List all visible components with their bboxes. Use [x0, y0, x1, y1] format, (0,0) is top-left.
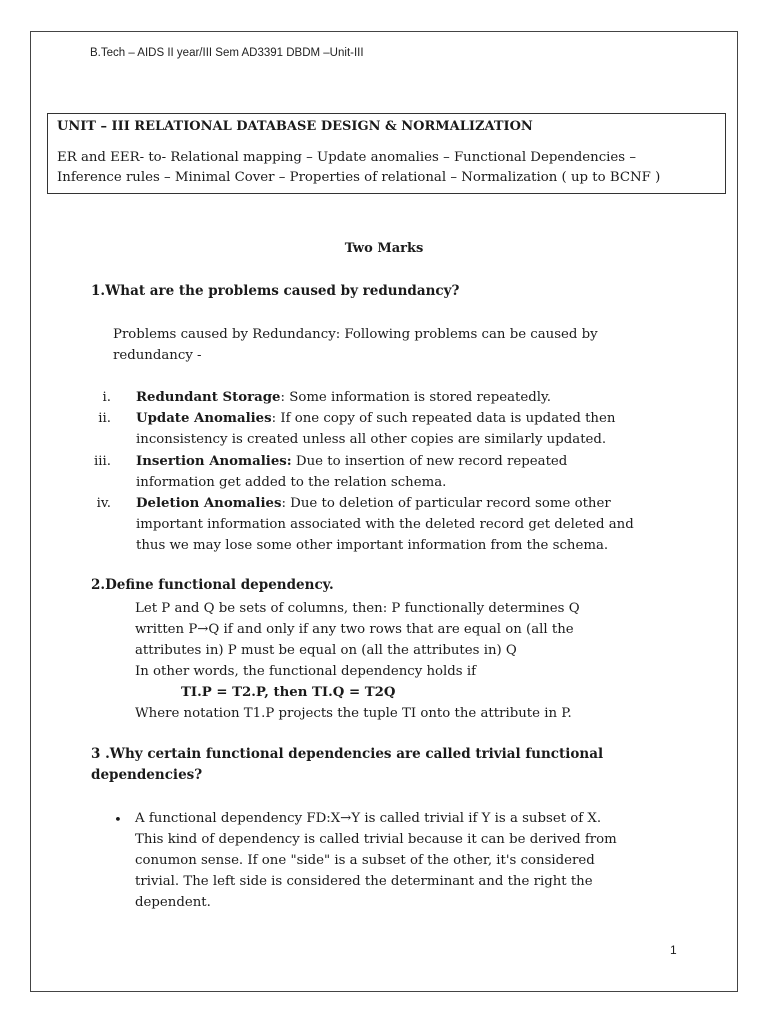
- list-item-term: Update Anomalies: [136, 411, 272, 426]
- question-2: 2.Define functional dependency.: [91, 577, 334, 593]
- list-item-text: : Due to deletion of particular record some other: [281, 496, 611, 511]
- q3-line: conumon sense. If one "side" is a subset of the other, it's considered: [135, 853, 595, 868]
- unit-title: UNIT – III RELATIONAL DATABASE DESIGN & NORMALIZATION: [57, 119, 533, 134]
- q1-intro-line: redundancy -: [113, 348, 202, 363]
- q2-line: written P→Q if and only if any two rows that are equal on (all the: [135, 622, 574, 637]
- unit-box: [47, 113, 726, 194]
- q1-intro-line: Problems caused by Redundancy: Following problems can be caused by: [113, 327, 598, 342]
- bullet-icon: •: [114, 813, 122, 828]
- page-number: 1: [670, 943, 677, 957]
- q3-line: dependent.: [135, 895, 211, 910]
- list-number: iv.: [96, 496, 111, 511]
- list-item-term: Deletion Anomalies: [136, 496, 282, 511]
- q2-formula: TI.P = T2.P, then TI.Q = T2Q: [181, 685, 396, 700]
- list-number: iii.: [94, 454, 111, 469]
- question-3: [91, 744, 603, 786]
- q3-bullet-text: [135, 808, 705, 913]
- list-item-text: : Some information is stored repeatedly.: [280, 390, 551, 405]
- question-3-line: 3 .Why certain functional dependencies are called trivial functional: [91, 746, 604, 762]
- unit-desc-line: ER and EER- to- Relational mapping – Update anomalies – Functional Dependencies –: [57, 150, 636, 165]
- list-item-text: important information associated with the deleted record get deleted and: [136, 517, 634, 532]
- list-number: ii.: [98, 411, 111, 426]
- question-3-line: dependencies?: [91, 767, 203, 783]
- q2-line: attributes in) P must be equal on (all the attributes in) Q: [135, 643, 517, 658]
- q3-line: This kind of dependency is called trivial because it can be derived from: [135, 832, 617, 847]
- list-item: [136, 493, 696, 556]
- page-header: B.Tech – AIDS II year/III Sem AD3391 DBDM –Unit-III: [90, 47, 364, 59]
- list-item: [136, 451, 696, 493]
- list-item-text: Due to insertion of new record repeated: [291, 454, 568, 469]
- section-title: Two Marks: [344, 241, 424, 256]
- list-item-text: inconsistency is created unless all other copies are similarly updated.: [136, 432, 607, 447]
- list-item-text: : If one copy of such repeated data is updated then: [271, 411, 616, 426]
- list-item-term: Redundant Storage: [136, 390, 281, 405]
- question-1: 1.What are the problems caused by redundancy?: [91, 283, 460, 299]
- list-item-text: thus we may lose some other important information from the schema.: [136, 538, 609, 553]
- q2-line: In other words, the functional dependency holds if: [135, 664, 477, 679]
- list-number: i.: [102, 390, 111, 405]
- q2-line: Let P and Q be sets of columns, then: P functionally determines Q: [135, 601, 580, 616]
- q2-line: Where notation T1.P projects the tuple TI onto the attribute in P.: [135, 706, 572, 721]
- q3-line: trivial. The left side is considered the determinant and the right the: [135, 874, 593, 889]
- unit-description: [57, 148, 722, 188]
- list-item: [136, 408, 696, 450]
- list-item: [136, 387, 696, 408]
- unit-desc-line: Inference rules – Minimal Cover – Properties of relational – Normalization ( up to BCNF ): [57, 170, 661, 185]
- list-item-text: information get added to the relation schema.: [136, 475, 447, 490]
- list-item-term: Insertion Anomalies:: [136, 454, 292, 469]
- q3-line: A functional dependency FD:X→Y is called trivial if Y is a subset of X.: [135, 811, 602, 826]
